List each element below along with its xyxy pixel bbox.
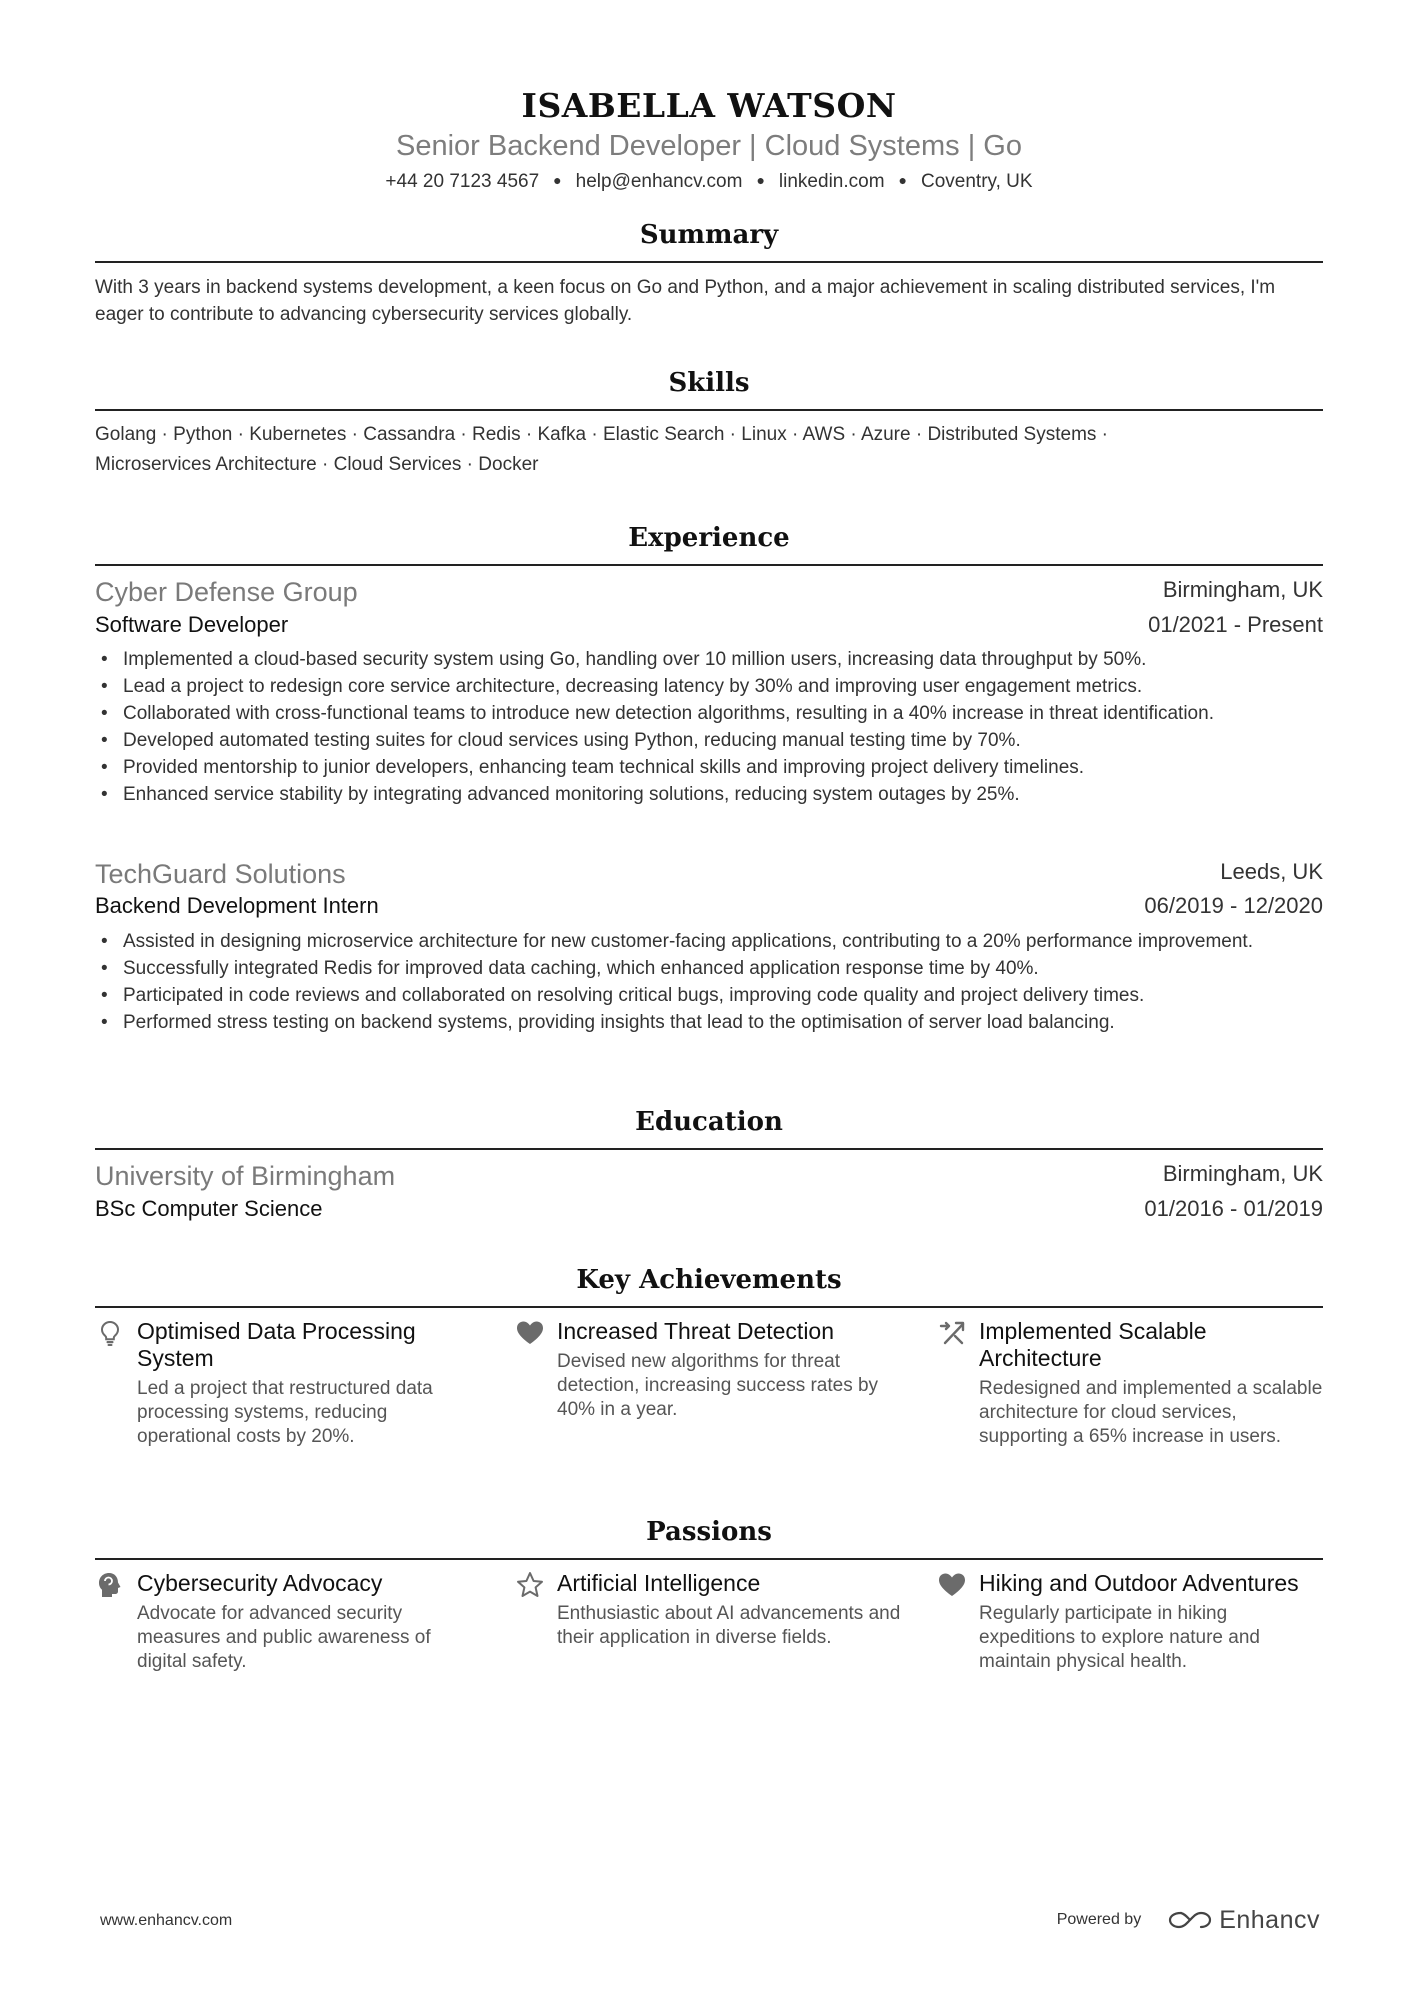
bullet-item: • Performed stress testing on backend systems, providing insights that lead to the optimisation of server load balancing. xyxy=(95,1009,1323,1036)
section-divider xyxy=(95,1306,1323,1308)
contact-line xyxy=(95,166,1323,196)
heart-icon xyxy=(515,1318,545,1348)
candidate-subtitle: Senior Backend Developer | Cloud Systems | Go xyxy=(396,130,1022,162)
passion-description: Advocate for advanced security measures and public awareness of digital safety. xyxy=(137,1603,431,1672)
enhancv-brand-text[interactable]: Enhancv xyxy=(1219,1905,1320,1934)
achievement-description: Devised new algorithms for threat detection, increasing success rates by 40% in a year. xyxy=(557,1351,879,1420)
education-dates: 01/2016 - 01/2019 xyxy=(1144,1196,1323,1221)
skills-line-1: Golang · Python · Kubernetes · Cassandra · Redis · Kafka · Elastic Search · Linux · AWS · Azure · Distributed Systems · xyxy=(95,424,1109,445)
summary-heading: Summary xyxy=(639,220,779,250)
achievement-title: Increased Threat Detection xyxy=(557,1318,835,1344)
job-bullets xyxy=(95,646,1323,808)
bullet-item: • Assisted in designing microservice architecture for new customer-facing applications, contributing to a 20% performance improvement. xyxy=(95,928,1323,955)
star-icon xyxy=(515,1570,545,1600)
passion-title: Artificial Intelligence xyxy=(557,1570,761,1596)
passion-description: Regularly participate in hiking expeditions to explore nature and maintain physical health. xyxy=(979,1603,1260,1672)
bullet-item: • Collaborated with cross-functional teams to introduce new detection algorithms, resulting in a 40% increase in threat identification. xyxy=(95,700,1323,727)
linkedin-link[interactable]: linkedin.com xyxy=(778,171,885,192)
section-divider xyxy=(95,261,1323,263)
job-dates: 06/2019 - 12/2020 xyxy=(1144,893,1323,918)
passion-title: Hiking and Outdoor Adventures xyxy=(979,1570,1299,1596)
job-dates: 01/2021 - Present xyxy=(1148,612,1323,637)
company-name: Cyber Defense Group xyxy=(95,577,358,607)
bullet-item: • Lead a project to redesign core service architecture, decreasing latency by 30% and improving user engagement metrics. xyxy=(95,673,1323,700)
experience-heading: Experience xyxy=(628,523,790,553)
separator-dot: ● xyxy=(553,172,562,188)
footer-website-link[interactable]: www.enhancv.com xyxy=(100,1912,233,1929)
section-divider xyxy=(95,409,1323,411)
section-divider xyxy=(95,1558,1323,1560)
section-divider xyxy=(95,564,1323,566)
achievement-title: Implemented Scalable Architecture xyxy=(979,1318,1207,1371)
education-heading: Education xyxy=(635,1107,783,1137)
arrows-icon xyxy=(937,1318,967,1348)
school-location: Birmingham, UK xyxy=(1162,1161,1323,1186)
degree-name: BSc Computer Science xyxy=(95,1196,323,1221)
passion-description: Enthusiastic about AI advancements and their application in diverse fields. xyxy=(557,1603,901,1648)
resume-header xyxy=(95,84,1323,196)
passions-heading: Passions xyxy=(646,1517,772,1547)
company-name: TechGuard Solutions xyxy=(95,859,346,889)
candidate-name: ISABELLA WATSON xyxy=(521,86,897,125)
bullet-item: • Successfully integrated Redis for improved data caching, which enhanced application response time by 40%. xyxy=(95,955,1323,982)
summary-text: With 3 years in backend systems development, a keen focus on Go and Python, and a major achievement in scaling distributed services, I'm eager to contribute to advancing cybersecurity services globally. xyxy=(95,277,1276,325)
enhancv-logo-icon xyxy=(1167,1908,1213,1932)
footer-branding xyxy=(1057,1900,1320,1940)
job-location: Leeds, UK xyxy=(1220,859,1323,884)
achievement-description: Led a project that restructured data processing systems, reducing operational costs by 20%. xyxy=(137,1378,433,1447)
separator-dot: ● xyxy=(756,172,765,188)
powered-by-label: Powered by xyxy=(1056,1911,1142,1928)
bullet-item: • Developed automated testing suites for cloud services using Python, reducing manual testing time by 70%. xyxy=(95,727,1323,754)
head-brain-icon xyxy=(95,1570,125,1600)
achievements-heading: Key Achievements xyxy=(576,1265,842,1295)
passion-title: Cybersecurity Advocacy xyxy=(137,1570,383,1596)
achievement-description: Redesigned and implemented a scalable architecture for cloud services, supporting a 65% increase in users. xyxy=(979,1378,1323,1447)
skills-line-2: Microservices Architecture · Cloud Services · Docker xyxy=(95,454,539,475)
school-name: University of Birmingham xyxy=(95,1161,396,1191)
skills-heading: Skills xyxy=(668,368,750,398)
job-role: Backend Development Intern xyxy=(95,893,379,918)
heart-icon xyxy=(937,1570,967,1600)
lightbulb-icon xyxy=(95,1318,125,1348)
job-location: Birmingham, UK xyxy=(1162,577,1323,602)
bullet-item: • Participated in code reviews and collaborated on resolving critical bugs, improving code quality and project delivery times. xyxy=(95,982,1323,1009)
email-link[interactable]: help@enhancv.com xyxy=(575,171,743,192)
location-text: Coventry, UK xyxy=(921,171,1033,192)
bullet-item: • Implemented a cloud-based security system using Go, handling over 10 million users, increasing data throughput by 50%. xyxy=(95,646,1323,673)
separator-dot: ● xyxy=(898,172,907,188)
job-role: Software Developer xyxy=(95,612,289,637)
job-bullets xyxy=(95,928,1323,1036)
bullet-item: • Enhanced service stability by integrating advanced monitoring solutions, reducing system outages by 25%. xyxy=(95,781,1323,808)
bullet-item: • Provided mentorship to junior developers, enhancing team technical skills and improving project delivery timelines. xyxy=(95,754,1323,781)
section-divider xyxy=(95,1148,1323,1150)
achievement-title: Optimised Data Processing System xyxy=(137,1318,416,1371)
resume-page xyxy=(95,0,1323,1995)
phone-text: +44 20 7123 4567 xyxy=(385,171,540,192)
